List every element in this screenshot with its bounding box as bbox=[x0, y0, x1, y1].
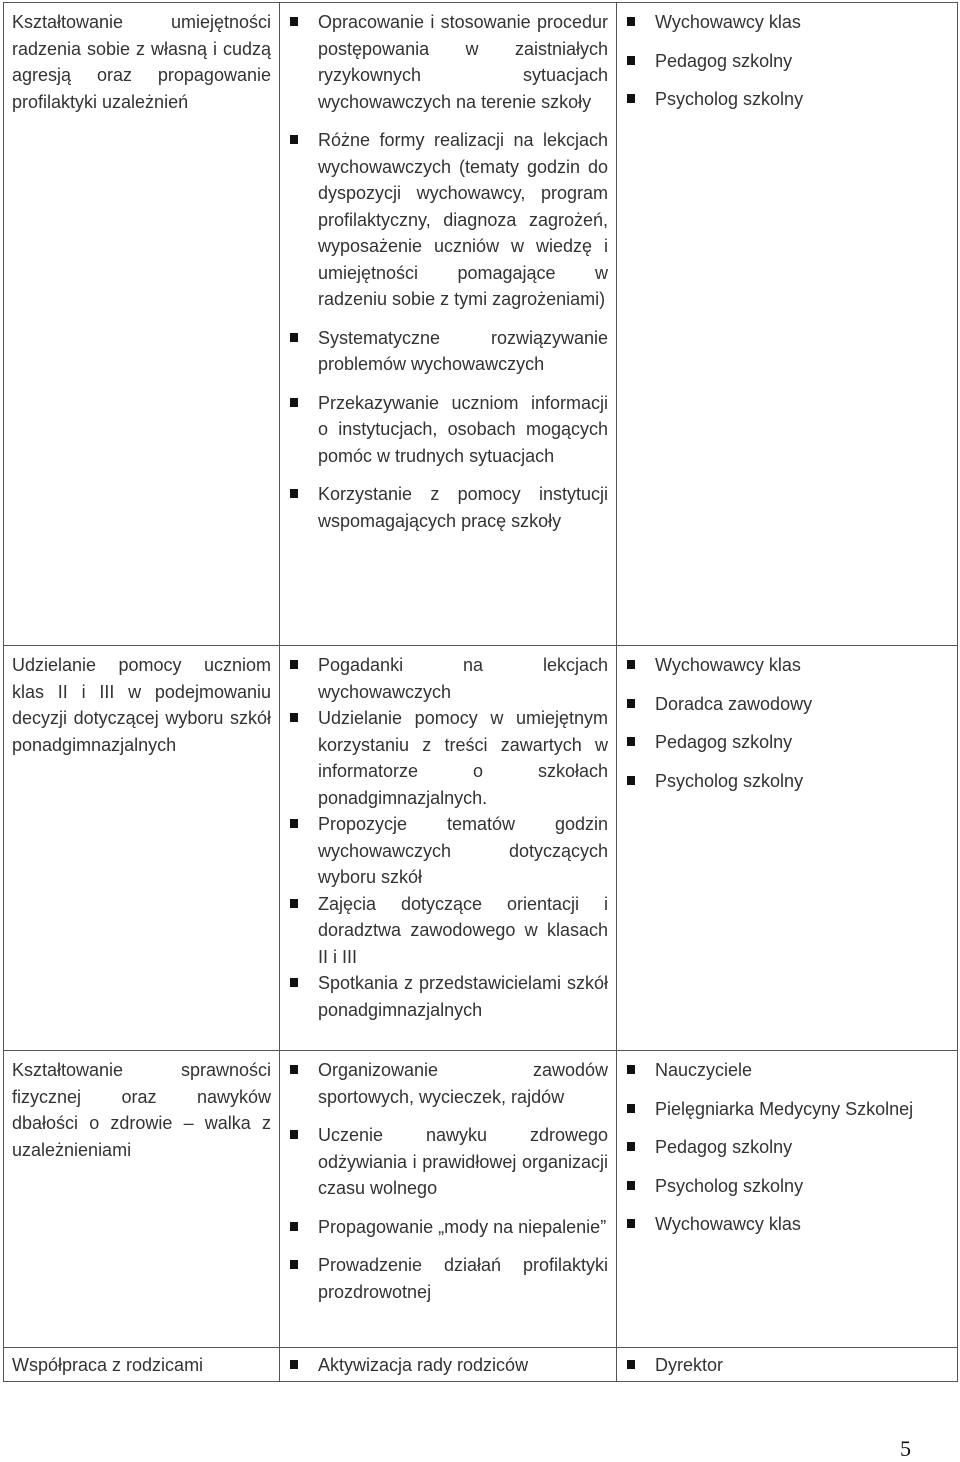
bullet-square-icon bbox=[290, 1222, 298, 1231]
responsible-cell bbox=[617, 3, 958, 646]
bullet-square-icon bbox=[627, 776, 635, 785]
actions-cell bbox=[280, 1051, 617, 1348]
list-item: Pedagog szkolny bbox=[625, 729, 949, 756]
bullet-square-icon bbox=[627, 699, 635, 708]
bullet-square-icon bbox=[627, 660, 635, 669]
list-item: Psycholog szkolny bbox=[625, 86, 949, 113]
bullet-square-icon bbox=[627, 1104, 635, 1113]
goal-cell bbox=[4, 3, 280, 646]
bullet-square-icon bbox=[290, 333, 298, 342]
table-row bbox=[4, 1051, 958, 1348]
bullet-square-icon bbox=[627, 1142, 635, 1151]
list-item: Przekazywanie uczniom informacji o instytucjach, osobach mogących pomóc w trudnych sytuacjach bbox=[288, 390, 608, 470]
list-item: Zajęcia dotyczące orientacji i doradztwa zawodowego w klasach II i III bbox=[288, 891, 608, 971]
bullet-square-icon bbox=[290, 899, 298, 908]
list-item: Pedagog szkolny bbox=[625, 48, 949, 75]
bullet-square-icon bbox=[290, 1065, 298, 1074]
table-row bbox=[4, 646, 958, 1051]
list-item: Pogadanki na lekcjach wychowawczych bbox=[288, 652, 608, 705]
bullet-square-icon bbox=[627, 1181, 635, 1190]
bullet-square-icon bbox=[290, 978, 298, 987]
list-item: Opracowanie i stosowanie procedur postępowania w zaistniałych ryzykownych sytuacjach wychowawczych na terenie szkoły bbox=[288, 9, 608, 115]
list-item: Dyrektor bbox=[625, 1352, 949, 1379]
bullet-square-icon bbox=[290, 398, 298, 407]
actions-cell bbox=[280, 646, 617, 1051]
responsible-cell bbox=[617, 1051, 958, 1348]
goal-cell bbox=[4, 1348, 280, 1382]
bullet-square-icon bbox=[627, 17, 635, 26]
bullet-square-icon bbox=[290, 1260, 298, 1269]
list-item: Propagowanie „mody na niepalenie” bbox=[288, 1214, 608, 1241]
plan-table bbox=[3, 2, 958, 1382]
list-item: Psycholog szkolny bbox=[625, 768, 949, 795]
list-item: Doradca zawodowy bbox=[625, 691, 949, 718]
list-item: Pielęgniarka Medycyny Szkolnej bbox=[625, 1096, 949, 1123]
bullet-square-icon bbox=[627, 1065, 635, 1074]
goal-cell bbox=[4, 1051, 280, 1348]
list-item: Systematyczne rozwiązywanie problemów wychowawczych bbox=[288, 325, 608, 378]
actions-cell bbox=[280, 1348, 617, 1382]
goal-text: Kształtowanie umiejętności radzenia sobie z własną i cudzą agresją oraz propagowanie profilaktyki uzależnień bbox=[12, 12, 271, 112]
bullet-square-icon bbox=[627, 94, 635, 103]
goal-text: Współpraca z rodzicami bbox=[12, 1355, 204, 1375]
list-item: Psycholog szkolny bbox=[625, 1173, 949, 1200]
bullet-square-icon bbox=[290, 713, 298, 722]
list-item: Prowadzenie działań profilaktyki prozdrowotnej bbox=[288, 1252, 608, 1305]
list-item: Wychowawcy klas bbox=[625, 652, 949, 679]
list-item: Udzielanie pomocy w umiejętnym korzystaniu z treści zawartych w informatorze o szkołach ponadgimnazjalnych. bbox=[288, 705, 608, 811]
goal-cell bbox=[4, 646, 280, 1051]
list-item: Organizowanie zawodów sportowych, wycieczek, rajdów bbox=[288, 1057, 608, 1110]
list-item: Różne formy realizacji na lekcjach wychowawczych (tematy godzin do dyspozycji wychowawcy, program profilaktyczny, diagnoza zagrożeń, wyposażenie uczniów w wiedzę i umiejętności pomagające w radzeniu sobie z tymi zagrożeniami) bbox=[288, 127, 608, 313]
list-item: Spotkania z przedstawicielami szkół ponadgimnazjalnych bbox=[288, 970, 608, 1023]
list-item: Wychowawcy klas bbox=[625, 9, 949, 36]
bullet-square-icon bbox=[290, 1130, 298, 1139]
bullet-square-icon bbox=[627, 1360, 635, 1369]
list-item: Korzystanie z pomocy instytucji wspomagających pracę szkoły bbox=[288, 481, 608, 534]
responsible-cell bbox=[617, 1348, 958, 1382]
bullet-square-icon bbox=[290, 1360, 298, 1369]
actions-cell bbox=[280, 3, 617, 646]
bullet-square-icon bbox=[290, 17, 298, 26]
table-row bbox=[4, 1348, 958, 1382]
list-item: Nauczyciele bbox=[625, 1057, 949, 1084]
list-item: Wychowawcy klas bbox=[625, 1211, 949, 1238]
list-item: Uczenie nawyku zdrowego odżywiania i prawidłowej organizacji czasu wolnego bbox=[288, 1122, 608, 1202]
goal-text: Kształtowanie sprawności fizycznej oraz nawyków dbałości o zdrowie – walka z uzależnieniami bbox=[12, 1060, 271, 1160]
list-item: Propozycje tematów godzin wychowawczych dotyczących wyboru szkół bbox=[288, 811, 608, 891]
bullet-square-icon bbox=[290, 819, 298, 828]
bullet-square-icon bbox=[290, 135, 298, 144]
bullet-square-icon bbox=[290, 660, 298, 669]
bullet-square-icon bbox=[627, 1219, 635, 1228]
goal-text: Udzielanie pomocy uczniom klas II i III w podejmowaniu decyzji dotyczącej wyboru szkół ponadgimnazjalnych bbox=[12, 655, 271, 755]
bullet-square-icon bbox=[627, 56, 635, 65]
list-item: Aktywizacja rady rodziców bbox=[288, 1352, 608, 1379]
bullet-square-icon bbox=[290, 489, 298, 498]
bullet-square-icon bbox=[627, 737, 635, 746]
table-row bbox=[4, 3, 958, 646]
responsible-cell bbox=[617, 646, 958, 1051]
page-number: 5 bbox=[900, 1436, 911, 1461]
list-item: Pedagog szkolny bbox=[625, 1134, 949, 1161]
